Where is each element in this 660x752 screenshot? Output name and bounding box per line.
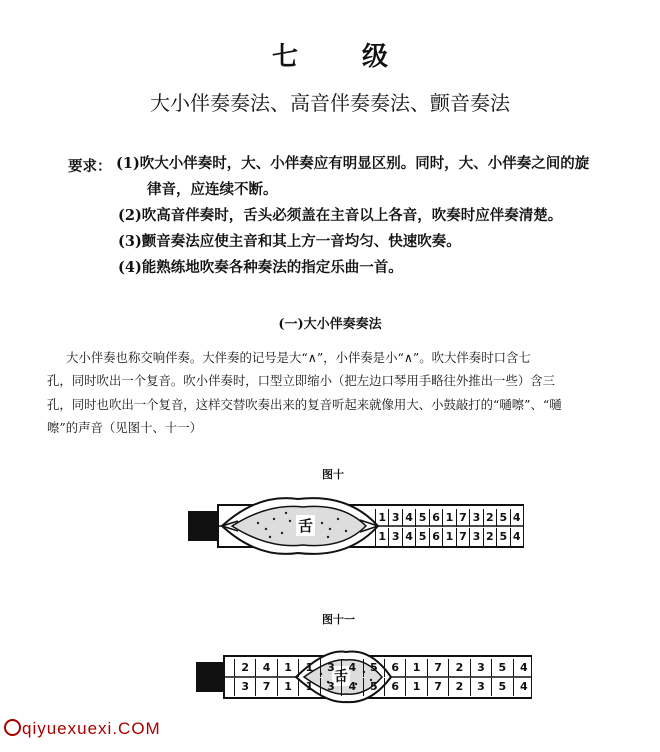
hole-number: 5 (415, 528, 428, 546)
hole-number: 5 (363, 678, 384, 696)
hole-number: 6 (384, 678, 405, 696)
figure-10-top-holes (375, 509, 523, 527)
hole-number: 6 (384, 659, 405, 677)
section-title: (一)大小伴奏奏法 (278, 317, 382, 332)
chapter-subtitle: 大小伴奏奏法、高音伴奏奏法、颤音奏法 (150, 91, 510, 115)
hole-number: 2 (483, 528, 496, 546)
paragraph-line-3: 孔，同时也吹出一个复音，这样交替吹奏出来的复音听起来就像用大、小鼓敲打的“嗵嚓”、“嗵 (47, 397, 562, 412)
hole-number: 1 (277, 659, 298, 677)
requirement-1: (1)吹大小伴奏时，大、小伴奏应有明显区别。同时，大、小伴奏之间的旋 (116, 155, 590, 172)
requirement-4: (4)能熟练地吹奏各种奏法的指定乐曲一首。 (118, 259, 403, 276)
hole-number: 3 (388, 528, 401, 546)
hole-number: 5 (496, 528, 509, 546)
site-watermark (4, 719, 161, 739)
paragraph-line-2: 孔，同时吹出一个复音。吹小伴奏时，口型立即缩小（把左边口琴用手略往外推出一些）含三 (47, 373, 556, 388)
hole-number: 2 (483, 509, 496, 527)
hole-number: 4 (341, 659, 362, 677)
hole-number: 7 (456, 509, 469, 527)
hole-number: 3 (388, 509, 401, 527)
hole-number: 4 (510, 528, 523, 546)
title-right-char: 级 (362, 42, 389, 72)
hole-number: 5 (496, 509, 509, 527)
figure-11-top-holes (234, 659, 534, 677)
hole-number: 6 (429, 509, 442, 527)
requirement-1-cont: 律音，应连续不断。 (147, 181, 278, 198)
hole-number: 7 (456, 528, 469, 546)
watermark-logo-icon (4, 719, 21, 736)
hole-number: 3 (320, 678, 341, 696)
hole-number: 7 (427, 678, 448, 696)
hole-number: 4 (255, 659, 276, 677)
hole-number: 4 (513, 678, 534, 696)
tongue-label: 舌 (298, 517, 314, 535)
hole-number: 1 (405, 659, 426, 677)
hole-number: 7 (255, 678, 276, 696)
hole-number: 1 (442, 528, 455, 546)
tongue-label: 舌 (332, 666, 350, 686)
requirement-2: (2)吹高音伴奏时，舌头必须盖在主音以上各音，吹奏时应伴奏清楚。 (118, 207, 563, 224)
figure-11-label: 图十一 (322, 613, 355, 626)
hole-number: 2 (448, 659, 469, 677)
hole-number: 4 (402, 528, 415, 546)
hole-number: 1 (298, 678, 319, 696)
hole-number: 4 (341, 678, 362, 696)
hole-number: 3 (320, 659, 341, 677)
hole-number: 1 (442, 509, 455, 527)
paragraph-line-1: 大小伴奏也称交响伴奏。大伴奏的记号是大“∧”，小伴奏是小“∧”。吹大伴奏时口含七 (66, 350, 531, 365)
paragraph-line-4: 嚓”的声音（见图十、十一） (47, 420, 203, 435)
hole-number: 6 (429, 528, 442, 546)
hole-number: 5 (491, 659, 512, 677)
chapter-title (0, 36, 660, 73)
hole-number: 5 (415, 509, 428, 527)
hole-number: 1 (375, 509, 388, 527)
hole-number: 1 (375, 528, 388, 546)
hole-number: 2 (448, 678, 469, 696)
hole-number: 1 (405, 678, 426, 696)
hole-number: 3 (470, 659, 491, 677)
hole-number: 5 (491, 678, 512, 696)
title-left-char: 七 (271, 42, 298, 72)
hole-number: 7 (427, 659, 448, 677)
hole-number: 3 (470, 678, 491, 696)
hole-number: 3 (469, 528, 482, 546)
requirements-label: 要求： (68, 158, 112, 175)
hole-number: 1 (298, 659, 319, 677)
hole-number: 1 (277, 678, 298, 696)
requirement-3: (3)颤音奏法应使主音和其上方一音均匀、快速吹奏。 (118, 233, 461, 250)
hole-number: 2 (234, 659, 255, 677)
figure-10-bottom-holes (375, 528, 523, 546)
figure-11-bottom-holes (234, 678, 534, 696)
hole-number: 5 (363, 659, 384, 677)
watermark-text: qiyuexuexi.COM (22, 719, 161, 738)
hole-number: 4 (513, 659, 534, 677)
hole-number: 4 (402, 509, 415, 527)
hole-number: 3 (469, 509, 482, 527)
figure-10-label: 图十 (322, 468, 344, 481)
hole-number: 4 (510, 509, 523, 527)
hole-number: 3 (234, 678, 255, 696)
